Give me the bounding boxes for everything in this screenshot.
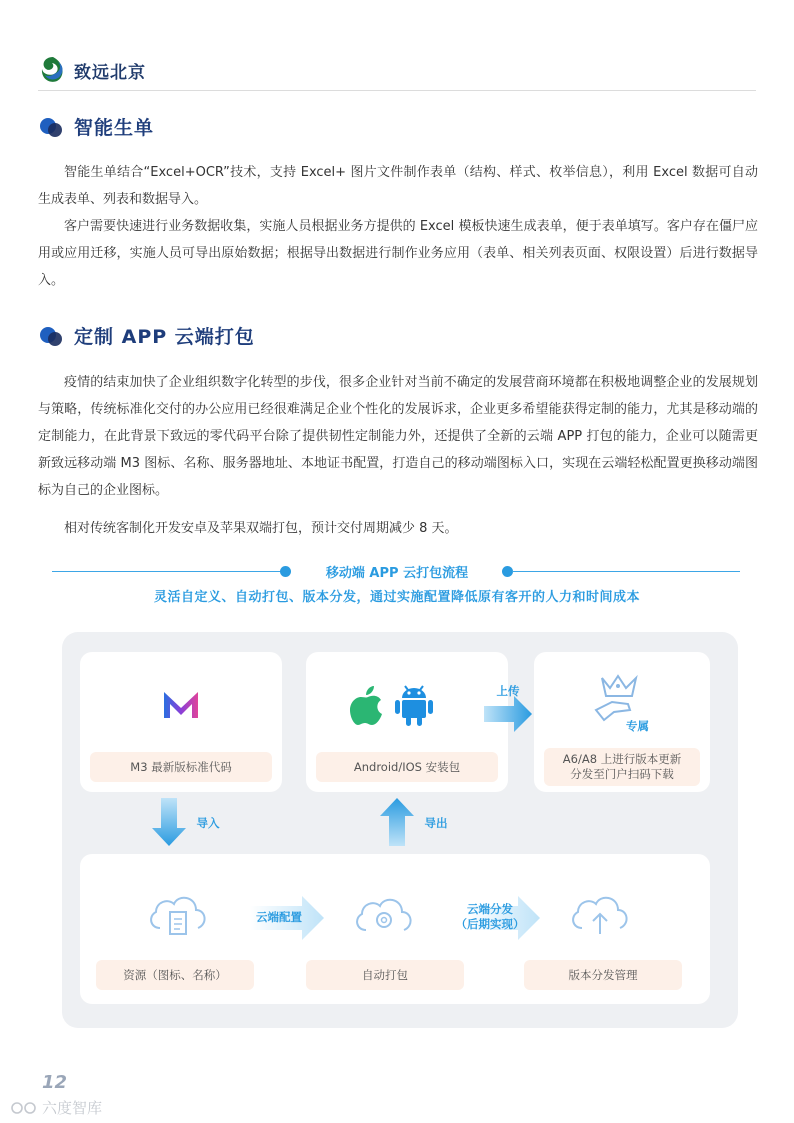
flow-diagram-panel [62, 632, 738, 1028]
brand-name: 致远北京 [74, 62, 146, 83]
version-management-label: 版本分发管理 [524, 960, 682, 990]
import-label: 导入 [196, 816, 220, 830]
watermark-text: 六度智库 [42, 1099, 103, 1117]
page-number: 12 [42, 1072, 68, 1093]
android-icon [394, 684, 434, 728]
cloud-upload-icon [568, 890, 632, 940]
exclusive-distribution-card [534, 652, 710, 792]
title-rule-left [52, 571, 282, 572]
upload-label: 上传 [496, 684, 520, 698]
exclusive-tag: 专属 [626, 719, 649, 733]
export-arrow-icon [380, 798, 414, 846]
title-dot-left [280, 566, 291, 577]
m3-card [80, 652, 282, 792]
import-arrow-icon [152, 798, 186, 846]
m3-code-label: M3 最新版标准代码 [90, 752, 272, 782]
heading-bullet-icon [38, 116, 66, 138]
diagram-title: 移动端 APP 云打包流程 [325, 566, 469, 581]
cloud-gear-icon [352, 890, 416, 940]
exclusive-distribution-label [544, 748, 700, 786]
title-rule-right [512, 571, 740, 572]
section-heading-app-packaging [38, 322, 255, 349]
cloud-process-card [80, 854, 710, 1004]
page-header [38, 50, 146, 90]
diagram-subtitle: 灵活自定义、自动打包、版本分发，通过实施配置降低原有客开的人力和时间成本 [153, 590, 640, 605]
brand-logo-icon [38, 55, 68, 85]
cloud-distribute-label-line: （后期实现） [455, 917, 525, 931]
paragraph: 相对传统客制化开发安卓及苹果双端打包，预计交付周期减少 8 天。 [64, 521, 458, 536]
exclusive-label-line: A6/A8 上进行版本更新 [562, 752, 682, 766]
resource-label: 资源（图标、名称） [96, 960, 254, 990]
watermark [10, 1097, 102, 1118]
apple-icon [350, 684, 386, 726]
header-divider [38, 90, 756, 91]
cloud-distribute-label [454, 902, 526, 932]
auto-pack-label: 自动打包 [306, 960, 464, 990]
app-package-label: Android/IOS 安装包 [316, 752, 498, 782]
cloud-document-icon [146, 890, 210, 940]
exclusive-label-line: 分发至门户扫码下载 [570, 767, 674, 781]
section-title: 定制 APP 云端打包 [74, 326, 255, 348]
section-heading-smart-form [38, 113, 154, 140]
cloud-distribute-label-line: 云端分发 [467, 902, 513, 916]
paragraph: 客户需要快速进行业务数据收集，实施人员根据业务方提供的 Excel 模板快速生成表单，便于表单填写。客户存在僵尸应用或应用迁移，实施人员可导出原始数据；根据导出数据进行制作业务应用（表单、相关列表页面、权限设置）后进行数据导入。 [38, 219, 758, 288]
export-label: 导出 [424, 816, 448, 830]
m3-logo-icon [162, 690, 200, 720]
watermark-logo-icon [10, 1100, 38, 1116]
app-package-card [306, 652, 508, 792]
upload-arrow-icon [484, 696, 534, 732]
section-title: 智能生单 [74, 117, 155, 139]
heading-bullet-icon [38, 325, 66, 347]
cloud-config-label: 云端配置 [256, 910, 302, 924]
paragraph: 智能生单结合“Excel+OCR”技术，支持 Excel+ 图片文件制作表单（结构、样式、枚举信息），利用 Excel 数据可自动生成表单、列表和数据导入。 [38, 165, 758, 207]
paragraph: 疫情的结束加快了企业组织数字化转型的步伐，很多企业针对当前不确定的发展营商环境都在积极地调整企业的发展规划与策略，传统标准化交付的办公应用已经很难满足企业个性化的发展诉求，企业更多希望能获得定制的能力，尤其是移动端的定制能力，在此背景下致远的零代码平台除了提供韧性定制能力外，还提供了全新的云端 APP 打包的能力，企业可以随需更新致远移动端 M3 图标、名称、服务器地址、本地证书配置，打造自己的移动端图标入口，实现在云端轻松配置更换移动端图标为自己的企业图标。 [38, 375, 758, 498]
